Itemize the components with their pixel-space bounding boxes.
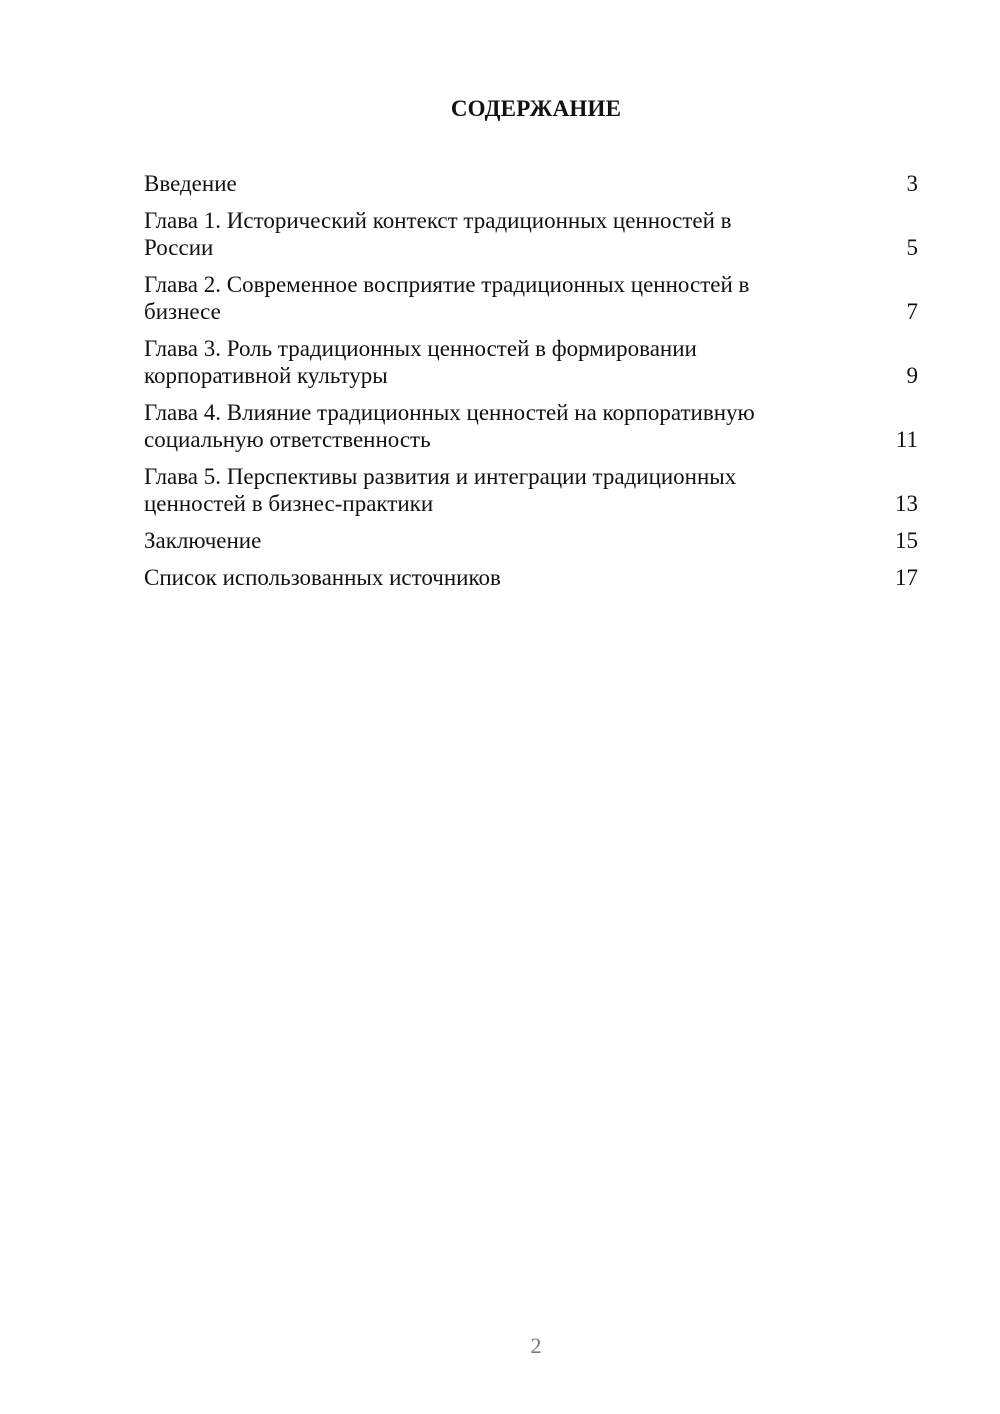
toc-entry-label: Глава 1. Исторический контекст традиционных ценностей в России <box>144 208 732 260</box>
toc-entry-references[interactable] <box>144 564 918 591</box>
toc-entry-page: 3 <box>906 171 918 196</box>
toc-entry-chapter-3[interactable] <box>144 335 918 389</box>
toc-entry-label: Глава 4. Влияние традиционных ценностей на корпоративную социальную ответственность <box>144 400 755 452</box>
toc-entry-chapter-5[interactable] <box>144 463 918 517</box>
toc-entry-page: 7 <box>906 299 918 324</box>
toc-entry-label: Список использованных источников <box>144 565 501 590</box>
table-of-contents <box>144 170 918 601</box>
toc-entry-chapter-4[interactable] <box>144 399 918 453</box>
toc-entry-label: Введение <box>144 171 237 196</box>
toc-entry-conclusion[interactable] <box>144 527 918 554</box>
toc-entry-introduction[interactable] <box>144 170 918 197</box>
toc-entry-chapter-2[interactable] <box>144 271 918 325</box>
toc-entry-chapter-1[interactable] <box>144 207 918 261</box>
toc-entry-page: 15 <box>895 528 918 553</box>
toc-entry-page: 11 <box>895 427 918 452</box>
toc-entry-label: Глава 2. Современное восприятие традиционных ценностей в бизнесе <box>144 272 750 324</box>
toc-entry-label: Глава 5. Перспективы развития и интеграции традиционных ценностей в бизнес-практики <box>144 464 737 516</box>
page-title: СОДЕРЖАНИЕ <box>450 96 622 121</box>
toc-entry-label: Глава 3. Роль традиционных ценностей в формировании корпоративной культуры <box>144 336 697 388</box>
toc-entry-label: Заключение <box>144 528 262 553</box>
toc-entry-page: 5 <box>906 235 918 260</box>
page-number: 2 <box>530 1333 542 1358</box>
toc-entry-page: 17 <box>895 565 918 590</box>
toc-entry-page: 9 <box>906 363 918 388</box>
toc-entry-page: 13 <box>895 491 918 516</box>
